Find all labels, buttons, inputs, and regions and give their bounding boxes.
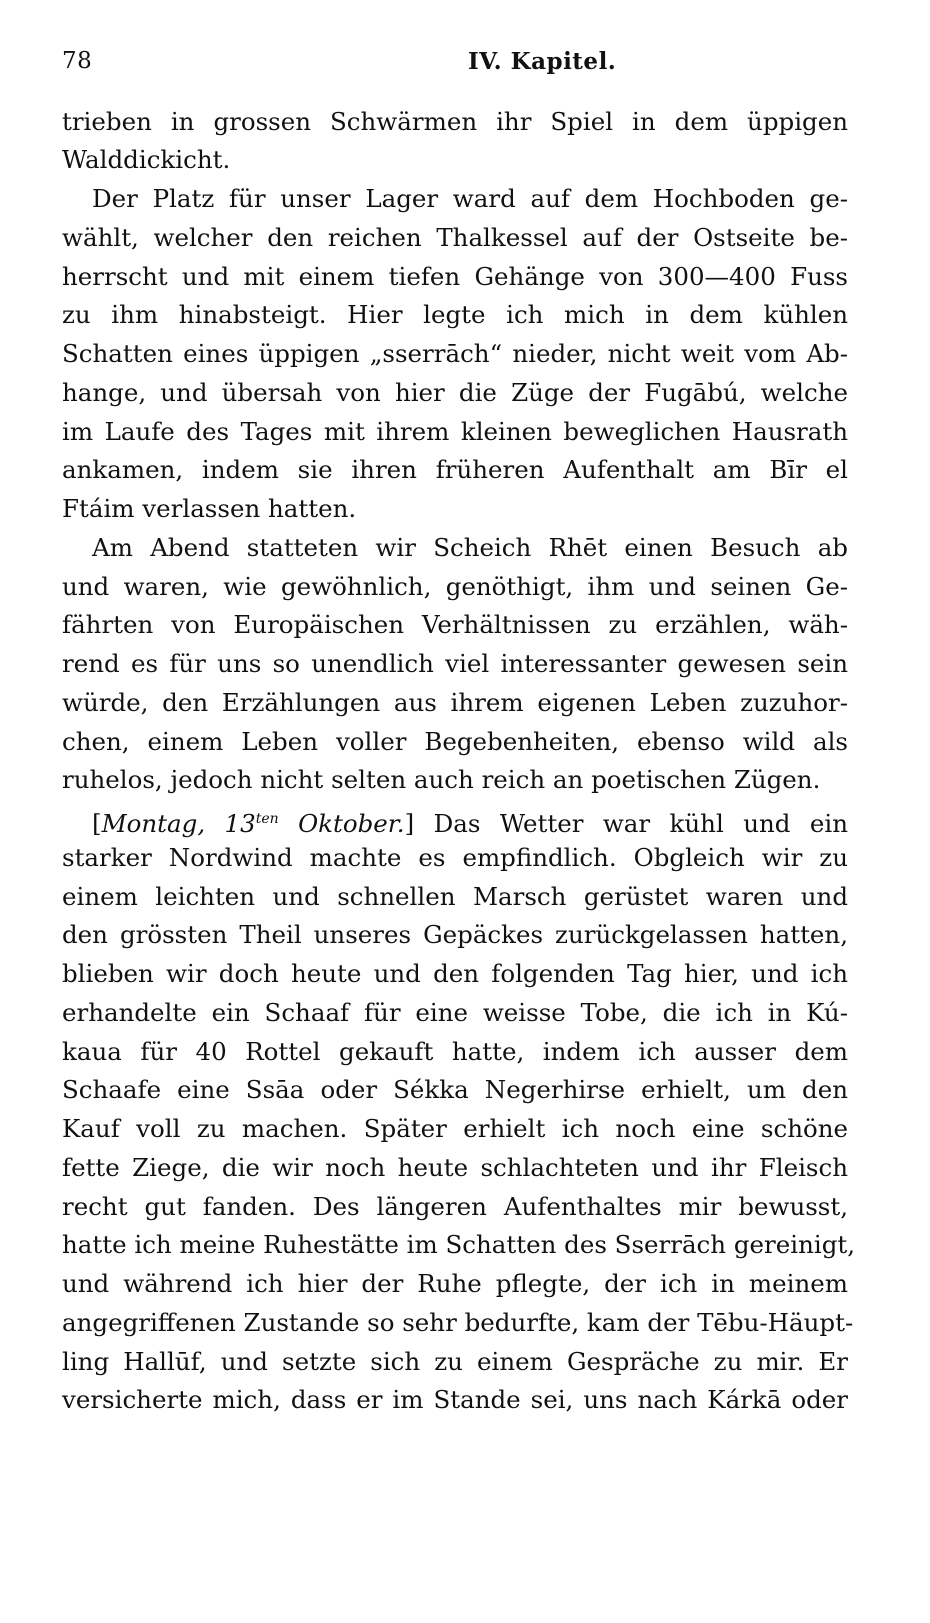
date-entry: Montag, 13 xyxy=(101,809,256,839)
text-line: blieben wir doch heute und den folgenden Tag hier, und ich xyxy=(62,959,848,988)
text-line: Walddickicht. xyxy=(62,145,231,174)
text-line: rend es für uns so unendlich viel interessanter gewesen sein xyxy=(62,649,848,678)
text-line: und während ich hier der Ruhe pflegte, der ich in meinem xyxy=(62,1269,848,1298)
date-bracket-open: [ xyxy=(92,809,102,839)
text-line: herrscht und mit einem tiefen Gehänge von 300—400 Fuss xyxy=(62,262,848,291)
text-line: trieben in grossen Schwärmen ihr Spiel in dem üppigen xyxy=(62,107,848,136)
date-month: Oktober. xyxy=(278,809,405,839)
text-line: ankamen, indem sie ihren früheren Aufenthalt am Bīr el xyxy=(62,455,848,484)
text-line: ruhelos, jedoch nicht selten auch reich an poetischen Zügen. xyxy=(62,765,821,794)
text-line: wählt, welcher den reichen Thalkessel auf der Ostseite be- xyxy=(62,223,848,252)
page-number: 78 xyxy=(62,48,93,74)
text-line: den grössten Theil unseres Gepäckes zurückgelassen hatten, xyxy=(62,920,848,949)
text-line: Ftáim verlassen hatten. xyxy=(62,494,357,523)
text-line: im Laufe des Tages mit ihrem kleinen beweglichen Hausrath xyxy=(62,417,848,446)
text-line: zu ihm hinabsteigt. Hier legte ich mich in dem kühlen xyxy=(62,300,848,329)
text-line: kaua für 40 Rottel gekauft hatte, indem ich ausser dem xyxy=(62,1037,848,1066)
text-line: würde, den Erzählungen aus ihrem eigenen Leben zuzuhor- xyxy=(62,688,848,717)
text-line: und waren, wie gewöhnlich, genöthigt, ihm und seinen Ge- xyxy=(62,572,848,601)
paragraph-first-line: Am Abend statteten wir Scheich Rhēt einen Besuch ab xyxy=(92,533,848,562)
text-line: starker Nordwind machte es empfindlich. Obgleich wir zu xyxy=(62,843,848,872)
text-line: hange, und übersah von hier die Züge der Fugābú, welche xyxy=(62,378,848,407)
date-entry-text: ] Das Wetter war kühl und ein xyxy=(404,809,848,839)
text-line: hatte ich meine Ruhestätte im Schatten des Sserrāch gereinigt, xyxy=(62,1230,856,1259)
paragraph-first-line: Der Platz für unser Lager ward auf dem Hochboden ge- xyxy=(92,184,848,213)
text-line: fette Ziege, die wir noch heute schlachteten und ihr Fleisch xyxy=(62,1153,848,1182)
text-line: Schatten eines üppigen „sserrāch“ nieder, nicht weit vom Ab- xyxy=(62,339,848,368)
page-header xyxy=(62,48,868,88)
text-line: erhandelte ein Schaaf für eine weisse Tobe, die ich in Kú- xyxy=(62,998,848,1027)
text-line: versicherte mich, dass er im Stande sei, uns nach Kárkā oder xyxy=(62,1385,848,1414)
date-entry-line xyxy=(92,804,848,839)
date-superscript: ten xyxy=(255,811,279,827)
text-line: einem leichten und schnellen Marsch gerüstet waren und xyxy=(62,882,848,911)
text-line: fährten von Europäischen Verhältnissen zu erzählen, wäh- xyxy=(62,610,848,639)
text-line: Schaafe eine Ssāa oder Sékka Negerhirse erhielt, um den xyxy=(62,1075,848,1104)
text-line: chen, einem Leben voller Begebenheiten, ebenso wild als xyxy=(62,727,848,756)
running-head: IV. Kapitel. xyxy=(468,48,617,75)
text-line: recht gut fanden. Des längeren Aufenthaltes mir bewusst, xyxy=(62,1192,848,1221)
text-line: angegriffenen Zustande so sehr bedurfte, kam der Tēbu-Häupt- xyxy=(62,1308,854,1337)
text-line: ling Hallūf, und setzte sich zu einem Gespräche zu mir. Er xyxy=(62,1347,848,1376)
text-line: Kauf voll zu machen. Später erhielt ich noch eine schöne xyxy=(62,1114,848,1143)
